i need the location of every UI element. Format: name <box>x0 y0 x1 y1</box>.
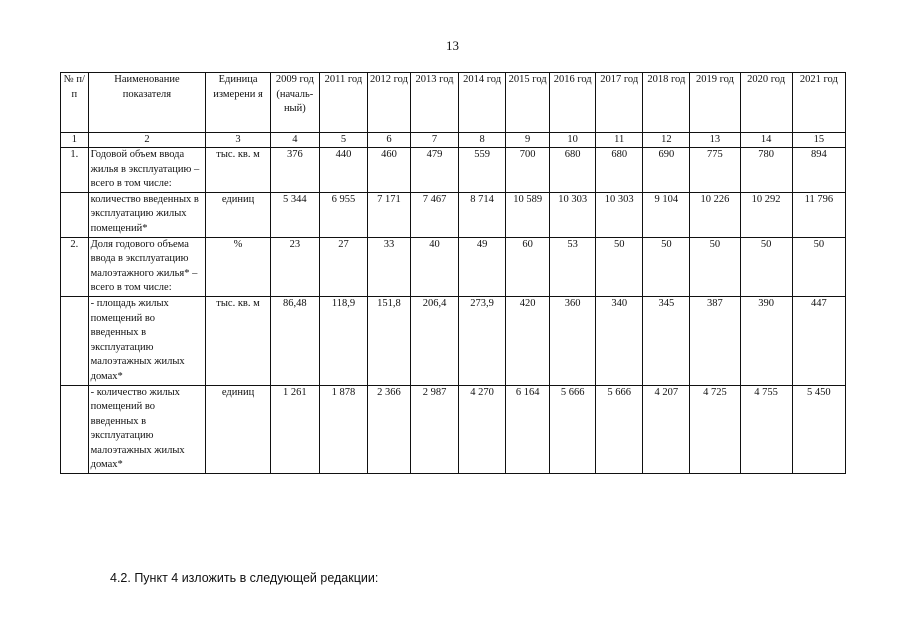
value-cell: 151,8 <box>368 296 411 385</box>
value-cell: 23 <box>270 237 319 296</box>
header-cell: 2021 год <box>792 73 845 133</box>
column-number: 15 <box>792 133 845 148</box>
header-cell: № п/п <box>61 73 89 133</box>
header-cell: 2013 год <box>410 73 458 133</box>
column-number: 8 <box>459 133 506 148</box>
value-cell: 894 <box>792 148 845 193</box>
column-number-row <box>61 133 846 148</box>
header-row <box>61 73 846 133</box>
header-cell: 2019 год <box>690 73 740 133</box>
value-cell: 5 344 <box>270 192 319 237</box>
value-cell: 53 <box>550 237 596 296</box>
value-cell: 40 <box>410 237 458 296</box>
header-cell: Единица измерени я <box>206 73 270 133</box>
value-cell: 420 <box>506 296 550 385</box>
value-cell: 479 <box>410 148 458 193</box>
value-cell: 50 <box>792 237 845 296</box>
column-number: 12 <box>643 133 690 148</box>
value-cell: 680 <box>550 148 596 193</box>
unit-cell: % <box>206 237 270 296</box>
value-cell: 11 796 <box>792 192 845 237</box>
value-cell: 5 666 <box>550 385 596 474</box>
indicator-name: Годовой объем ввода жилья в эксплуатацию – всего в том числе: <box>88 148 206 193</box>
column-number: 14 <box>740 133 792 148</box>
value-cell: 390 <box>740 296 792 385</box>
header-cell: 2014 год <box>459 73 506 133</box>
value-cell: 6 164 <box>506 385 550 474</box>
value-cell: 9 104 <box>643 192 690 237</box>
value-cell: 376 <box>270 148 319 193</box>
table-row <box>61 296 846 385</box>
value-cell: 60 <box>506 237 550 296</box>
value-cell: 360 <box>550 296 596 385</box>
value-cell: 775 <box>690 148 740 193</box>
value-cell: 4 755 <box>740 385 792 474</box>
value-cell: 10 226 <box>690 192 740 237</box>
value-cell: 4 207 <box>643 385 690 474</box>
value-cell: 440 <box>319 148 367 193</box>
value-cell: 460 <box>368 148 411 193</box>
value-cell: 5 666 <box>596 385 643 474</box>
value-cell: 7 467 <box>410 192 458 237</box>
value-cell: 27 <box>319 237 367 296</box>
value-cell: 118,9 <box>319 296 367 385</box>
amendment-paragraph: 4.2. Пункт 4 изложить в следующей редакции: <box>110 571 379 585</box>
value-cell: 10 303 <box>596 192 643 237</box>
column-number: 7 <box>410 133 458 148</box>
value-cell: 6 955 <box>319 192 367 237</box>
row-number: 1. <box>61 148 89 193</box>
header-cell: 2015 год <box>506 73 550 133</box>
row-number <box>61 296 89 385</box>
value-cell: 50 <box>643 237 690 296</box>
table-row <box>61 237 846 296</box>
row-number: 2. <box>61 237 89 296</box>
column-number: 10 <box>550 133 596 148</box>
unit-cell: единиц <box>206 192 270 237</box>
indicator-name: количество введенных в эксплуатацию жилых помещений* <box>88 192 206 237</box>
value-cell: 2 987 <box>410 385 458 474</box>
value-cell: 447 <box>792 296 845 385</box>
table-row <box>61 148 846 193</box>
value-cell: 7 171 <box>368 192 411 237</box>
column-number: 1 <box>61 133 89 148</box>
table-row <box>61 385 846 474</box>
value-cell: 780 <box>740 148 792 193</box>
value-cell: 10 292 <box>740 192 792 237</box>
value-cell: 8 714 <box>459 192 506 237</box>
column-number: 2 <box>88 133 206 148</box>
value-cell: 700 <box>506 148 550 193</box>
indicator-name: - количество жилых помещений во введенных в эксплуатацию малоэтажных жилых домах* <box>88 385 206 474</box>
row-number <box>61 192 89 237</box>
column-number: 6 <box>368 133 411 148</box>
column-number: 3 <box>206 133 270 148</box>
value-cell: 4 270 <box>459 385 506 474</box>
value-cell: 50 <box>596 237 643 296</box>
column-number: 13 <box>690 133 740 148</box>
value-cell: 50 <box>740 237 792 296</box>
header-cell: 2018 год <box>643 73 690 133</box>
value-cell: 1 261 <box>270 385 319 474</box>
value-cell: 345 <box>643 296 690 385</box>
header-cell: 2009 год (началь- ный) <box>270 73 319 133</box>
value-cell: 33 <box>368 237 411 296</box>
value-cell: 690 <box>643 148 690 193</box>
indicator-name: Доля годового объема ввода в эксплуатацию малоэтажного жилья* – всего в том числе: <box>88 237 206 296</box>
value-cell: 86,48 <box>270 296 319 385</box>
unit-cell: тыс. кв. м <box>206 148 270 193</box>
value-cell: 4 725 <box>690 385 740 474</box>
indicators-table <box>60 72 846 474</box>
value-cell: 50 <box>690 237 740 296</box>
value-cell: 49 <box>459 237 506 296</box>
value-cell: 387 <box>690 296 740 385</box>
unit-cell: единиц <box>206 385 270 474</box>
header-cell: 2012 год <box>368 73 411 133</box>
column-number: 11 <box>596 133 643 148</box>
value-cell: 559 <box>459 148 506 193</box>
value-cell: 10 303 <box>550 192 596 237</box>
value-cell: 340 <box>596 296 643 385</box>
page-number: 13 <box>446 38 459 53</box>
column-number: 4 <box>270 133 319 148</box>
value-cell: 2 366 <box>368 385 411 474</box>
row-number <box>61 385 89 474</box>
header-cell: Наименование показателя <box>88 73 206 133</box>
value-cell: 10 589 <box>506 192 550 237</box>
column-number: 5 <box>319 133 367 148</box>
value-cell: 5 450 <box>792 385 845 474</box>
header-cell: 2011 год <box>319 73 367 133</box>
header-cell: 2017 год <box>596 73 643 133</box>
header-cell: 2020 год <box>740 73 792 133</box>
unit-cell: тыс. кв. м <box>206 296 270 385</box>
column-number: 9 <box>506 133 550 148</box>
header-cell: 2016 год <box>550 73 596 133</box>
value-cell: 1 878 <box>319 385 367 474</box>
indicator-name: - площадь жилых помещений во введенных в эксплуатацию малоэтажных жилых домах* <box>88 296 206 385</box>
value-cell: 273,9 <box>459 296 506 385</box>
value-cell: 680 <box>596 148 643 193</box>
table-row <box>61 192 846 237</box>
value-cell: 206,4 <box>410 296 458 385</box>
